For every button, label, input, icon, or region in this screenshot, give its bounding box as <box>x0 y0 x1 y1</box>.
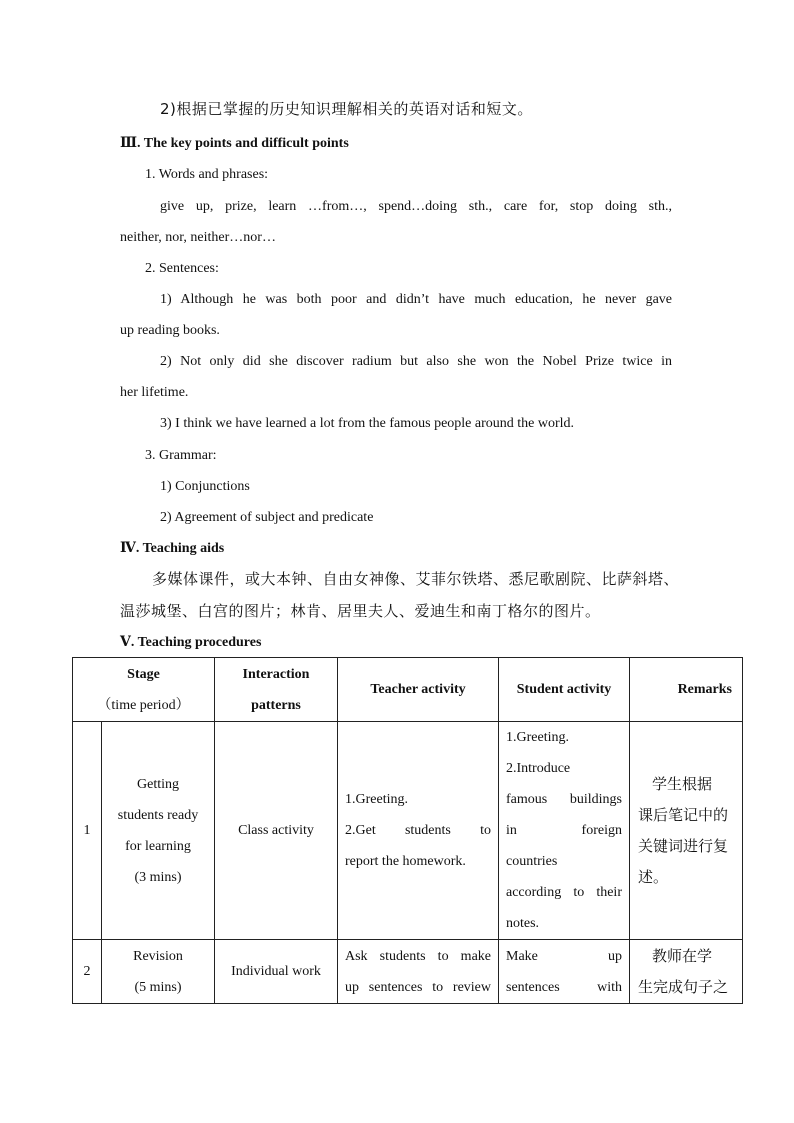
row-1-student-line: according to their <box>506 885 622 900</box>
row-2-teacher-line: up sentences to review <box>345 979 491 995</box>
row-1-stage-line: (3 mins) <box>134 869 182 885</box>
row-1-student-activity <box>499 722 630 940</box>
teaching-aids-line-2: 温莎城堡、白宫的图片；林肯、居里夫人、爱迪生和南丁格尔的图片。 <box>120 602 601 620</box>
row-2-remarks-line: 生完成句子之 <box>638 977 729 996</box>
sentences-title: 2. Sentences: <box>145 261 219 276</box>
row-1-remarks-line: 关键词进行复 <box>638 836 729 855</box>
header-student-activity: Student activity <box>499 658 630 722</box>
words-phrases-title: 1. Words and phrases: <box>145 167 269 182</box>
row-2-remarks-line: 教师在学 <box>652 946 713 965</box>
row-2-number: 2 <box>73 940 102 1004</box>
header-stage-sub: （time period） <box>97 697 190 713</box>
header-interaction-line-2: patterns <box>251 697 301 713</box>
teaching-procedures-table <box>72 657 743 1004</box>
row-1-stage-line: for learning <box>125 838 191 854</box>
row-1-remarks-line: 述。 <box>638 867 669 886</box>
row-1-student-line: 1.Greeting. <box>506 730 569 745</box>
row-2-stage-line: (5 mins) <box>134 979 182 995</box>
header-remarks: Remarks <box>630 658 743 722</box>
row-1-student-line: countries <box>506 854 558 869</box>
row-1-teacher-line: 2.Get students to <box>345 823 491 838</box>
row-1-student-line: notes. <box>506 916 540 931</box>
section-3-heading: Ⅲ. The key points and difficult points <box>120 136 349 151</box>
sentence-2-line-1: 2) Not only did she discover radium but also she won the Nobel Prize twice in <box>160 354 672 369</box>
sentence-1-line-1: 1) Although he was both poor and didn’t have much education, he never gave <box>160 292 672 307</box>
header-interaction-line-1: Interaction <box>242 666 310 682</box>
header-stage-label: Stage <box>127 666 160 682</box>
row-1-student-line: in foreign <box>506 823 622 838</box>
row-1-student-line: 2.Introduce <box>506 761 571 776</box>
sentence-3: 3) I think we have learned a lot from the famous people around the world. <box>160 416 575 431</box>
table-header-row <box>73 658 743 722</box>
row-2-stage <box>102 940 215 1004</box>
words-phrases-line-2: neither, nor, neither…nor… <box>120 230 276 245</box>
row-1-stage-line: students ready <box>117 807 199 823</box>
row-1-teacher-line: 1.Greeting. <box>345 792 408 807</box>
grammar-title: 3. Grammar: <box>145 448 217 463</box>
row-2-student-line: Make up <box>506 948 622 964</box>
teaching-aids-line-1: 多媒体课件，或大本钟、自由女神像、艾菲尔铁塔、悉尼歌剧院、比萨斜塔、 <box>152 570 680 588</box>
row-1-remarks <box>630 722 743 940</box>
row-1-teacher-activity <box>338 722 499 940</box>
header-interaction <box>215 658 338 722</box>
objective-2-text: 2)根据已掌握的历史知识理解相关的英语对话和短文。 <box>160 100 533 118</box>
row-2-student-line: sentences with <box>506 979 622 995</box>
sentence-1-line-2: up reading books. <box>120 323 220 338</box>
table-row <box>73 722 743 940</box>
row-2-teacher-line: Ask students to make <box>345 948 491 964</box>
section-4-heading: Ⅳ. Teaching aids <box>120 541 225 556</box>
row-1-remarks-line: 学生根据 <box>652 774 713 793</box>
row-2-student-activity <box>499 940 630 1004</box>
section-5-heading: Ⅴ. Teaching procedures <box>120 635 262 650</box>
grammar-item-1: 1) Conjunctions <box>160 479 250 494</box>
row-1-stage <box>102 722 215 940</box>
row-1-remarks-line: 课后笔记中的 <box>638 805 729 824</box>
row-1-interaction: Class activity <box>215 722 338 940</box>
row-2-remarks <box>630 940 743 1004</box>
row-1-number: 1 <box>73 722 102 940</box>
header-teacher-activity: Teacher activity <box>338 658 499 722</box>
words-phrases-line-1: give up, prize, learn …from…, spend…doing sth., care for, stop doing sth., <box>160 199 672 214</box>
row-1-stage-line: Getting <box>137 776 179 792</box>
row-2-interaction: Individual work <box>215 940 338 1004</box>
sentence-2-line-2: her lifetime. <box>120 385 189 400</box>
header-stage <box>73 658 215 722</box>
grammar-item-2: 2) Agreement of subject and predicate <box>160 510 374 525</box>
row-1-student-line: famous buildings <box>506 792 622 807</box>
row-2-stage-line: Revision <box>133 948 183 964</box>
row-1-teacher-line: report the homework. <box>345 854 466 869</box>
row-2-teacher-activity <box>338 940 499 1004</box>
table-row <box>73 940 743 1004</box>
